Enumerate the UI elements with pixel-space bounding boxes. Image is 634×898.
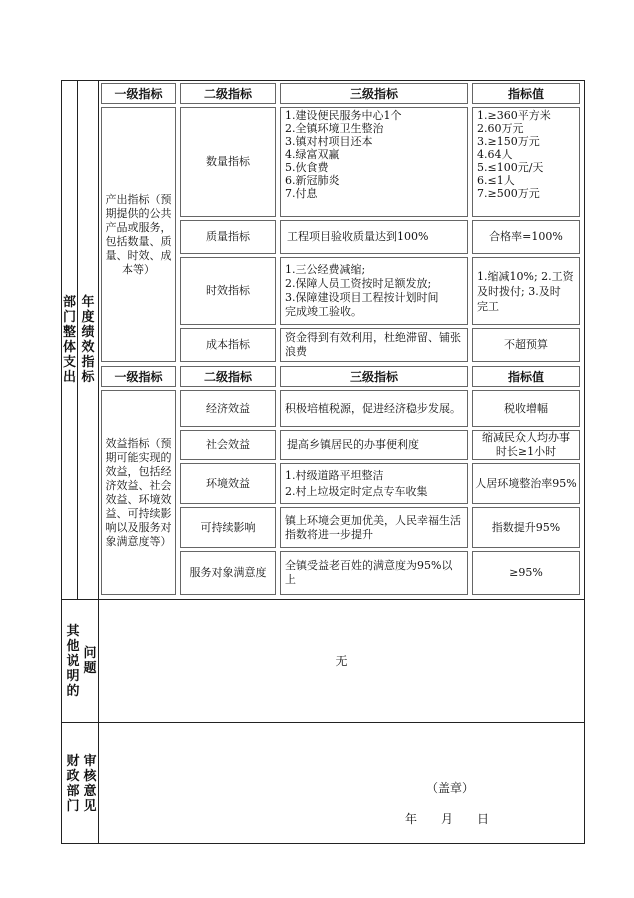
cost-value: 不超预算 bbox=[472, 328, 580, 362]
social-benefit-value: 缩减民众人均办事时长≥1小时 bbox=[472, 430, 580, 460]
economic-benefit-level3: 积极培植税源，促进经济稳步发展。 bbox=[280, 390, 468, 427]
header-level3: 三级指标 bbox=[280, 83, 468, 104]
environmental-benefit-level3-list: 1.村级道路平坦整洁 2.村上垃圾定时定点专车收集 bbox=[280, 463, 468, 504]
environmental-benefit: 环境效益 bbox=[180, 463, 276, 504]
timeliness-level3-list: 1.三公经费减缩; 2.保障人员工资按时足额发放; 3.保障建设项目工程按计划时间 完成竣工验收。 bbox=[280, 257, 468, 325]
side-label-review-opinion: 审核意见 bbox=[83, 753, 97, 814]
side-label-finance-dept: 财政部门 bbox=[66, 753, 80, 814]
satisfaction-level3: 全镇受益老百姓的满意度为95%以上 bbox=[280, 551, 468, 595]
side-label-issues: 问题 bbox=[83, 646, 97, 676]
other-notes-content bbox=[99, 600, 584, 722]
economic-benefit: 经济效益 bbox=[180, 390, 276, 427]
quality-indicator: 质量指标 bbox=[180, 220, 276, 254]
header-level1-repeat: 一级指标 bbox=[101, 366, 176, 387]
sustainable-impact-level3: 镇上环境会更加优美，人民幸福生活指数将进一步提升 bbox=[280, 507, 468, 548]
economic-benefit-value: 税收增幅 bbox=[472, 390, 580, 427]
cost-level3: 资金得到有效利用，杜绝滞留、铺张浪费 bbox=[280, 328, 468, 362]
sustainable-impact: 可持续影响 bbox=[180, 507, 276, 548]
header-level3-repeat: 三级指标 bbox=[280, 366, 468, 387]
timeliness-value-list: 1.缩减10%; 2.工资 及时拨付; 3.及时 完工 bbox=[472, 257, 580, 325]
environmental-benefit-value: 人居环境整治率95% bbox=[472, 463, 580, 504]
satisfaction-indicator: 服务对象满意度 bbox=[180, 551, 276, 595]
header-value-repeat: 指标值 bbox=[472, 366, 580, 387]
output-indicator-label: 产出指标（预期提供的公共产品或服务，包括数量、质量、时效、成本等） bbox=[101, 107, 176, 362]
social-benefit: 社会效益 bbox=[180, 430, 276, 460]
other-notes-text: 无 bbox=[335, 654, 348, 668]
header-value: 指标值 bbox=[472, 83, 580, 104]
sustainable-impact-value: 指数提升95% bbox=[472, 507, 580, 548]
quantity-value-list: 1.≥360平方米 2.60万元 3.≥150万元 4.64人 5.≤100元/天 6.≤1人 7.≥500万元 bbox=[472, 107, 580, 217]
cost-indicator: 成本指标 bbox=[180, 328, 276, 362]
date-placeholder: 年 月 日 bbox=[405, 812, 490, 826]
social-benefit-level3: 提高乡镇居民的办事便利度 bbox=[280, 430, 468, 460]
side-label-other-notes: 其他说明的 bbox=[66, 623, 80, 699]
satisfaction-value: ≥95% bbox=[472, 551, 580, 595]
benefit-indicator-label: 效益指标（预期可能实现的效益，包括经济效益、社会效益、环境效益、可持续影响以及服务对象满意度等） bbox=[101, 390, 176, 595]
quantity-level3-list: 1.建设便民服务中心1个 2.全镇环境卫生整治 3.镇对村项目还本 4.绿富双赢 5.伙食费 6.新冠肺炎 7.付息 bbox=[280, 107, 468, 217]
divider bbox=[98, 81, 99, 844]
side-label-annual-indicators: 年度绩效指标 bbox=[81, 295, 95, 385]
performance-table bbox=[61, 80, 585, 844]
header-level2: 二级指标 bbox=[180, 83, 276, 104]
seal-placeholder: （盖章） bbox=[426, 781, 475, 795]
header-level1: 一级指标 bbox=[101, 83, 176, 104]
quantity-indicator: 数量指标 bbox=[180, 107, 276, 217]
header-level2-repeat: 二级指标 bbox=[180, 366, 276, 387]
side-label-dept-spending: 部门整体支出 bbox=[62, 295, 76, 385]
divider bbox=[62, 722, 584, 723]
quality-level3: 工程项目验收质量达到100% bbox=[280, 220, 468, 254]
quality-value: 合格率=100% bbox=[472, 220, 580, 254]
timeliness-indicator: 时效指标 bbox=[180, 257, 276, 325]
